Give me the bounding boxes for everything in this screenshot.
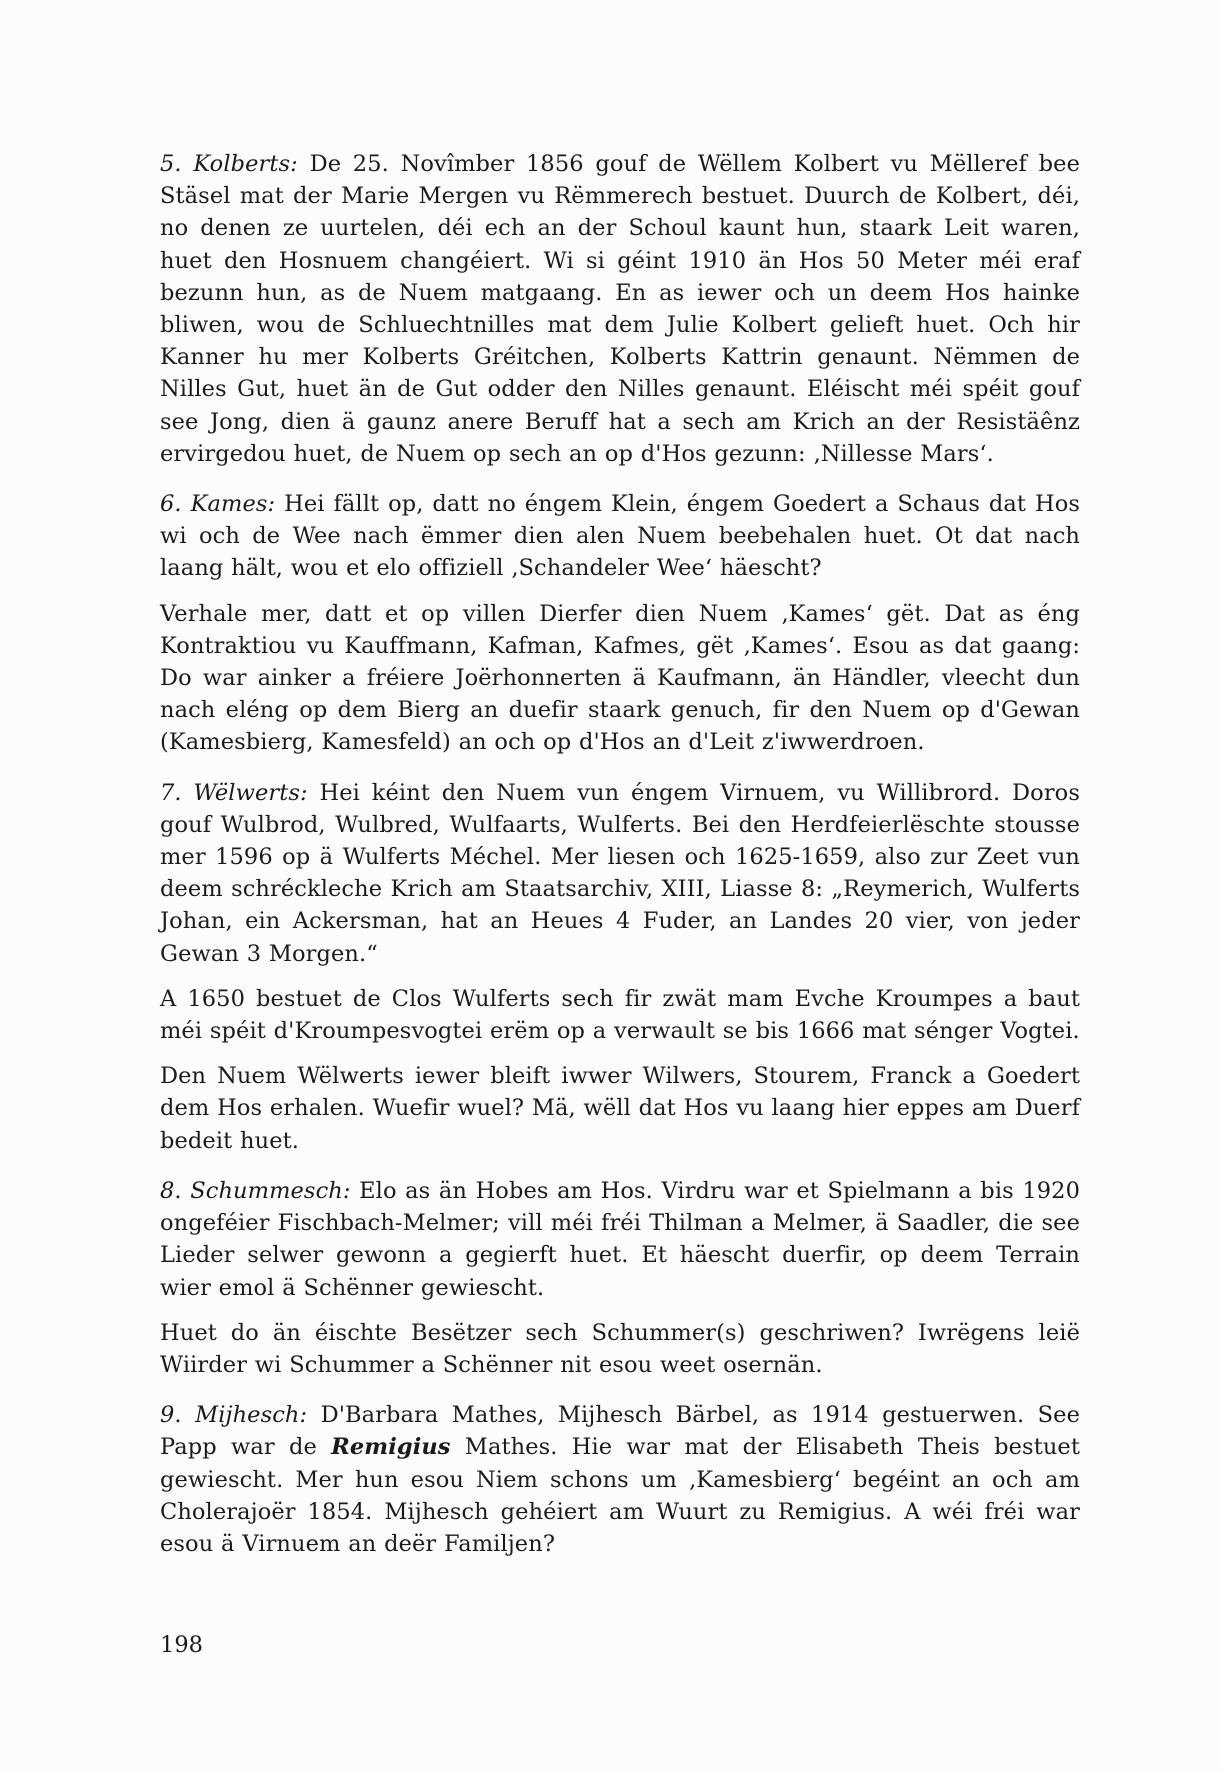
section-7-text-3: Den Nuem Wëlwerts iewer bleift iwwer Wilwers, Stourem, Franck a Goedert dem Hos erhalen. Wuefir wuel? Mä, wëll dat Hos vu laang hier eppes am Duerf bedeit huet. [160, 1063, 1080, 1154]
section-5-label: Kolberts: [193, 151, 298, 177]
section-7-number: 7. [160, 779, 182, 806]
section-6-label: Kames: [190, 491, 276, 518]
section-9-text: D'Barbara Mathes, Mijhesch Bärbel, as 1914 gestuerwen. See Papp war de [160, 1402, 1081, 1461]
section-6-number: 6. [160, 491, 182, 518]
section-8-label: Schummesch: [190, 1177, 351, 1204]
section-6-text-2: Verhale mer, datt et op villen Dierfer dien Nuem ‚Kames‘ gët. Dat as éng Kontraktiou vu Kauffmann, Kafman, Kafmes, gët ‚Kames‘. Esou as dat gaang: Do war ainker a fréiere Joërhonnerten ä Kaufmann, än Händler, vleecht dun nach eléng op dem Bierg an duefir staark genuch, fir den Nuem op d'Gewan (Kamesbierg, Kamesfeld) an och op d'Hos an d'Leit z'iwwerdroen. [160, 600, 1080, 756]
section-9-number: 9. [160, 1402, 182, 1429]
section-9-paragraph [160, 1399, 1080, 1560]
section-6-text: Hei fällt op, datt no éngem Klein, éngem Goedert a Schaus dat Hos wi och de Wee nach ëmmer dien alen Nuem beebehalen huet. Ot dat nach laang hält, wou et elo offiziell ‚Schandeler Wee‘ häescht? [160, 491, 1080, 582]
section-5-paragraph [160, 148, 1080, 470]
section-7-paragraph-2 [160, 983, 1080, 1047]
section-7-label: Wëlwerts: [193, 779, 308, 806]
section-8-text: Elo as än Hobes am Hos. Virdru war et Spielmann a bis 1920 ongeféier Fischbach-Melmer; vill méi fréi Thilman a Melmer, ä Saadler, die see Lieder selwer gewonn a gegierft huet. Et häescht duerfir, op deem Terrain wier emol ä Schënner gewiescht. [160, 1177, 1080, 1301]
page-number: 198 [160, 1632, 203, 1658]
section-7-paragraph [160, 777, 1080, 970]
section-9-label: Mijhesch: [195, 1402, 308, 1429]
section-9-emphasis: Remigius [331, 1434, 451, 1461]
section-8-paragraph [160, 1175, 1080, 1304]
section-8-text-2: Huet do än éischte Besëtzer sech Schummer(s) geschriwen? Iwrëgens leië Wiirder wi Schummer a Schënner nit esou weet osernän. [160, 1319, 1080, 1378]
section-5-number: 5. [160, 151, 182, 177]
section-6-paragraph-2 [160, 598, 1080, 759]
section-5-text: De 25. Novîmber 1856 gouf de Wëllem Kolbert vu Mëlleref bee Stäsel mat der Marie Mergen vu Rëmmerech bestuet. Duurch de Kolbert, déi, no denen ze uurtelen, déi ech an der Schoul kaunt hun, staark Leit waren, huet den Hosnuem changéiert. Wi si géint 1910 än Hos 50 Meter méi eraf bezunn hun, as de Nuem matgaang. En as iewer och un deem Hos hainke bliwen, wou de Schluechtnilles mat dem Julie Kolbert gelieft huet. Och hir Kanner hu mer Kolberts Gréitchen, Kolberts Kattrin genaunt. Nëmmen de Nilles Gut, huet än de Gut odder den Nilles genaunt. Eléischt méi spéit gouf see Jong, dien ä gaunz anere Beruff hat a sech am Krich an der Resistäênz ervirgedou huet, de Nuem op sech an op d'Hos gezunn: ‚Nillesse Mars‘. [160, 151, 1080, 467]
section-7-paragraph-3 [160, 1060, 1080, 1157]
section-7-text: Hei kéint den Nuem vun éngem Virnuem, vu Willibrord. Doros gouf Wulbrod, Wulbred, Wulfaarts, Wulferts. Bei den Herdfeierlëschte stousse mer 1596 op ä Wulferts Méchel. Mer liesen och 1625-1659, also zur Zeet vun deem schréckleche Krich am Staatsarchiv, XIII, Liasse 8: „Reymerich, Wulferts Johan, ein Ackersman, hat an Heues 4 Fuder, an Landes 20 vier, von jeder Gewan 3 Morgen.“ [160, 779, 1080, 967]
section-8-paragraph-2 [160, 1317, 1080, 1381]
text-column [160, 148, 1080, 1573]
section-6-paragraph [160, 488, 1080, 585]
section-8-number: 8. [160, 1177, 182, 1204]
section-7-text-2: A 1650 bestuet de Clos Wulferts sech fir zwät mam Evche Kroumpes a baut méi spéit d'Kroumpesvogtei erëm op a verwault se bis 1666 mat sénger Vogtei. [160, 985, 1080, 1045]
section-9-text-cont: Mathes. Hie war mat der Elisabeth Theis bestuet gewiescht. Mer hun esou Niem schons um ‚Kamesbierg‘ begéint an och am Cholerajoër 1854. Mijhesch gehéiert am Wuurt zu Remigius. A wéi fréi war esou ä Virnuem an deër Familjen? [160, 1434, 1080, 1557]
